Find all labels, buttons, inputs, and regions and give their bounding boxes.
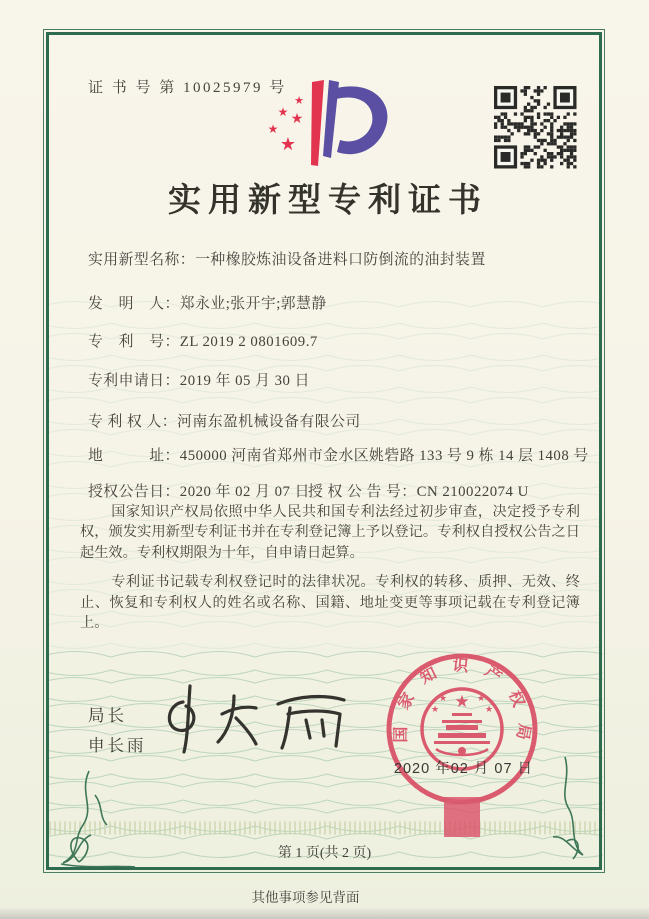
svg-text:★: ★ [438,693,448,703]
field-label: 专 利 权 人： [88,414,178,430]
scan-shadow [0,907,649,919]
field-value: ZL 2019 2 0801609.7 [179,334,318,350]
director-signature [138,674,363,766]
field-label: 地 址： [88,448,180,464]
cnipa-logo-icon [246,78,398,170]
page-number: 第 1 页(共 2 页) [277,846,372,861]
field-value: 一种橡胶炼油设备进料口防倒流的油封装置 [195,252,486,268]
svg-text:★: ★ [484,704,494,714]
official-seal [376,645,548,840]
field-label: 发 明 人： [88,296,180,312]
svg-text:★: ★ [454,692,470,711]
svg-text:★: ★ [476,693,486,703]
field-row-grant-number [308,480,529,501]
field-value: 2020 年 02 月 07 日 [179,484,310,500]
field-row-filing-date [88,369,310,390]
field-row-grant-date [88,480,529,501]
field-value: CN 210022074 U [416,484,529,500]
field-row-inventors [88,292,327,313]
logo-purple-bowl [336,86,387,154]
field-row-patentee [88,410,361,431]
qr-code [494,86,577,169]
certificate-number: 证 书 号 第 10025979 号 [88,80,287,96]
svg-text:★: ★ [430,704,440,714]
field-label: 专利申请日： [88,373,180,389]
svg-text:★: ★ [277,105,289,119]
field-label: 授权公告日： [88,484,180,500]
back-note: 其他事项参见背面 [251,890,360,905]
logo-red-wedge [311,80,324,166]
field-row-patent-number [88,330,318,351]
field-value: 450000 河南省郑州市金水区姚砦路 133 号 9 栋 14 层 1408 号 [179,448,589,464]
body-paragraph: 国家知识产权局依照中华人民共和国专利法经过初步审查，决定授予专利权，颁发实用新型专利证书并在专利登记簿上予以登记。专利权自授权公告之日起生效。专利权期限为十年，自申请日起算。 [80,504,580,561]
field-row-address [88,444,589,465]
certificate-title: 实用新型专利证书 [168,183,488,219]
field-value: 2019 年 05 月 30 日 [179,373,310,389]
director-name: 申长雨 [88,736,147,755]
seal-agency-text: 国家知识产权局 [392,657,533,756]
logo-purple-stem [323,80,339,158]
seal-date: 2020 年02 月 07 日 [393,761,534,777]
field-label: 授 权 公 告 号： [308,484,417,500]
svg-text:★: ★ [294,95,304,107]
svg-text:★: ★ [267,122,279,136]
field-value: 郑永业;张开宇;郭慧静 [179,296,327,312]
svg-text:★: ★ [279,134,297,154]
certificate-body [80,502,580,642]
field-row-name [88,248,486,269]
field-label: 实用新型名称： [88,252,196,268]
field-label: 专 利 号： [88,334,180,350]
svg-text:★: ★ [290,112,304,127]
director-title: 局长 [88,706,127,725]
body-paragraph: 专利证书记载专利权登记时的法律状况。专利权的转移、质押、无效、终止、恢复和专利权人的姓名或名称、国籍、地址变更等事项记载在专利登记簿上。 [80,574,580,632]
field-value: 河南东盈机械设备有限公司 [177,414,361,430]
